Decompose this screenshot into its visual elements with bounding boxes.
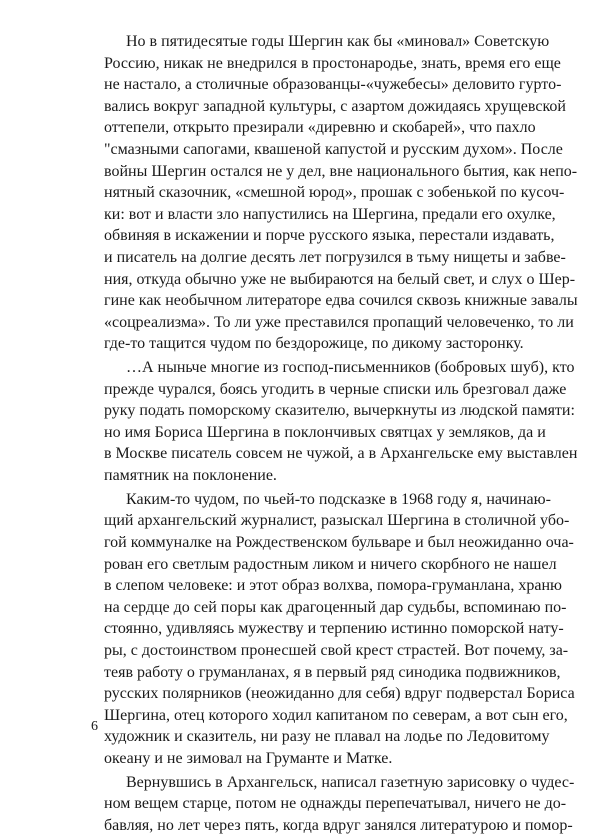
body-text xyxy=(104,31,578,837)
text-line: рован его светлым радостным ликом и ничего скорбного не нашел xyxy=(104,555,557,573)
text-line: ния, откуда обычно уже не выбираются на белый свет, и слух о Шер- xyxy=(104,270,576,288)
text-line: обвиняя в искажении и порче русского языка, перестали издавать, xyxy=(104,227,555,245)
text-line: океану и не зимовал на Груманте и Матке. xyxy=(104,749,393,767)
text-line: ном вещем старце, потом не однажды перепечатывал, ничего не до- xyxy=(104,795,567,813)
text-line: не настало, а столичные образованцы-«чужебесы» деловито гурто- xyxy=(104,76,562,94)
text-line: гой коммуналке на Рождественском бульваре и был неожиданно оча- xyxy=(104,534,574,552)
text-line: но имя Бориса Шергина в поклончивых святцах у земляков, да и xyxy=(104,423,546,441)
paragraph xyxy=(104,31,578,355)
text-line: вались вокруг западной культуры, с азартом дожидаясь хрущевской xyxy=(104,97,566,115)
text-line: ры, с достоинством пронесшей свой крест страстей. Вот почему, за- xyxy=(104,642,569,659)
paragraph xyxy=(104,357,578,487)
text-line: «соцреализма». То ли уже преставился пропащий человеченко, то ли xyxy=(104,313,574,331)
text-line: нятный сказочник, «смешной юрод», прошак с зобенькой по кусоч- xyxy=(104,184,565,202)
text-line: художник и сказитель, ни разу не плавал на лодье по Ледовитому xyxy=(104,728,550,746)
text-line: "смазными сапогами, квашеной капустой и русским духом». После xyxy=(104,140,563,158)
text-line: бавляя, но лет через пять, когда вдруг занялся литературою и помор- xyxy=(104,816,573,834)
text-line: оттепели, открыто презирали «диревню и скобарей», что пахло xyxy=(104,119,536,137)
text-line: щий архангельский журналист, разыскал Шергина в столичной убо- xyxy=(104,512,570,530)
text-line: русских полярников (неожиданно для себя) вдруг подверстал Бориса xyxy=(104,685,575,703)
text-line: на сердце до сей поры как драгоценный дар судьбы, вспоминаю по- xyxy=(104,598,567,616)
text-line: где-то тащится чудом по бездорожице, по дикому засторонку. xyxy=(104,335,524,353)
text-line: Но в пятидесятые годы Шергин как бы «миновал» Советскую xyxy=(126,33,550,50)
text-line: руку подать поморскому сказителю, вычеркнуты из людской памяти: xyxy=(104,402,575,420)
text-line: стоянно, удивляясь мужеству и терпению истинно поморской нату- xyxy=(104,620,564,638)
text-line: ки: вот и власти зло напустились на Шергина, предали его охулке, xyxy=(104,205,556,223)
text-line: Шергина, отец которого ходил капитаном по северам, а вот сын его, xyxy=(104,706,568,724)
text-line: Каким-то чудом, по чьей-то подсказке в 1968 году я, начинаю- xyxy=(126,490,551,508)
text-line: памятник на поклонение. xyxy=(104,467,277,485)
text-line: в слепом человеке: и этот образ волхва, помора-груманлана, храню xyxy=(104,577,562,595)
text-line: Вернувшись в Архангельск, написал газетную зарисовку о чудес- xyxy=(126,773,575,791)
text-line: в Москве писатель совсем не чужой, а в Архангельске ему выставлен xyxy=(104,445,578,463)
text-line: Россию, никак не внедрился в простонародье, знать, время его еще xyxy=(104,54,561,72)
page-number: 6 xyxy=(91,719,98,734)
paragraph xyxy=(104,772,575,837)
paragraph xyxy=(104,489,575,770)
text-line: теяв работу о груманланах, я в первый ряд синодика подвижников, xyxy=(104,663,561,681)
text-line: и писатель на долгие десять лет погрузился в тьму нищеты и забве- xyxy=(104,248,566,266)
text-line: прежде чурался, боясь угодить в черные списки иль брезговал даже xyxy=(104,380,567,398)
text-line: войны Шергин остался не у дел, вне национального бытия, как непо- xyxy=(104,162,578,180)
text-line: …А ныньче многие из господ-письменников (бобровых шуб), кто xyxy=(126,359,575,377)
text-line: гине как необычном литераторе едва сочился сквозь книжные завалы xyxy=(104,292,578,310)
